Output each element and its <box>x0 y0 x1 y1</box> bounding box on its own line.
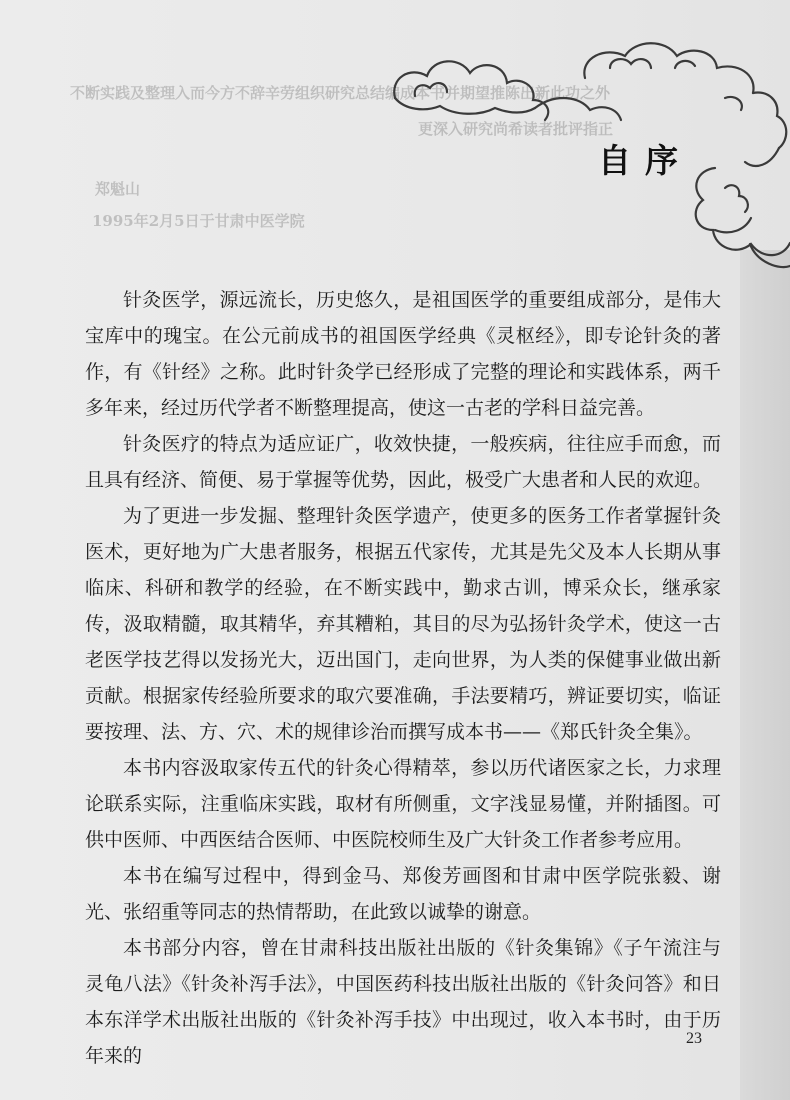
page-title: 自序 <box>598 141 692 180</box>
paragraph: 针灸医疗的特点为适应证广，收效快捷，一般疾病，往往应手而愈，而且具有经济、简便、易于掌握等优势，因此，极受广大患者和人民的欢迎。 <box>85 433 721 491</box>
cloud-ornament <box>385 38 790 273</box>
bleed-through-line-1: 不断实践及整理入而今方不辞辛劳组织研究总结编成本书并期望推陈出新此功之外 <box>70 84 611 102</box>
paragraph: 本书内容汲取家传五代的针灸心得精萃，参以历代诸医家之长，力求理论联系实际，注重临床实践，取材有所侧重，文字浅显易懂，并附插图。可供中医师、中西医结合医师、中医院校师生及广大针灸工作者参考应用。 <box>85 757 721 851</box>
page-number: 23 <box>686 1030 702 1047</box>
bleed-through-line-4: 1995年2月5日于甘肃中医学院 <box>92 212 305 230</box>
page-edge-shadow <box>740 250 790 1100</box>
paragraph: 针灸医学，源远流长，历史悠久，是祖国医学的重要组成部分，是伟大宝库中的瑰宝。在公元前成书的祖国医学经典《灵枢经》，即专论针灸的著作，有《针经》之称。此时针灸学已经形成了完整的理论和实践体系，两千多年来，经过历代学者不断整理提高，使这一古老的学科日益完善。 <box>85 289 721 419</box>
bleed-through-line-3: 郑魁山 <box>95 180 141 198</box>
paragraph: 本书在编写过程中，得到金马、郑俊芳画图和甘肃中医学院张毅、谢光、张绍重等同志的热情帮助，在此致以诚挚的谢意。 <box>85 865 721 923</box>
bleed-through-line-2: 更深入研究尚希读者批评指正 <box>418 120 614 138</box>
preface-body <box>85 282 721 1074</box>
paragraph: 为了更进一步发掘、整理针灸医学遗产，使更多的医务工作者掌握针灸医术，更好地为广大患者服务，根据五代家传，尤其是先父及本人长期从事临床、科研和教学的经验，在不断实践中，勤求古训，博采众长，继承家传，汲取精髓，取其精华，弃其糟粕，其目的尽为弘扬针灸学术，使这一古老医学技艺得以发扬光大，迈出国门，走向世界，为人类的保健事业做出新贡献。根据家传经验所要求的取穴要准确，手法要精巧，辨证要切实，临证要按理、法、方、穴、术的规律诊治而撰写成本书——《郑氏针灸全集》。 <box>85 505 721 743</box>
paragraph: 本书部分内容，曾在甘肃科技出版社出版的《针灸集锦》《子午流注与灵龟八法》《针灸补泻手法》，中国医药科技出版社出版的《针灸问答》和日本东洋学术出版社出版的《针灸补泻手技》中出现过，收入本书时，由于历年来的 <box>85 937 721 1067</box>
